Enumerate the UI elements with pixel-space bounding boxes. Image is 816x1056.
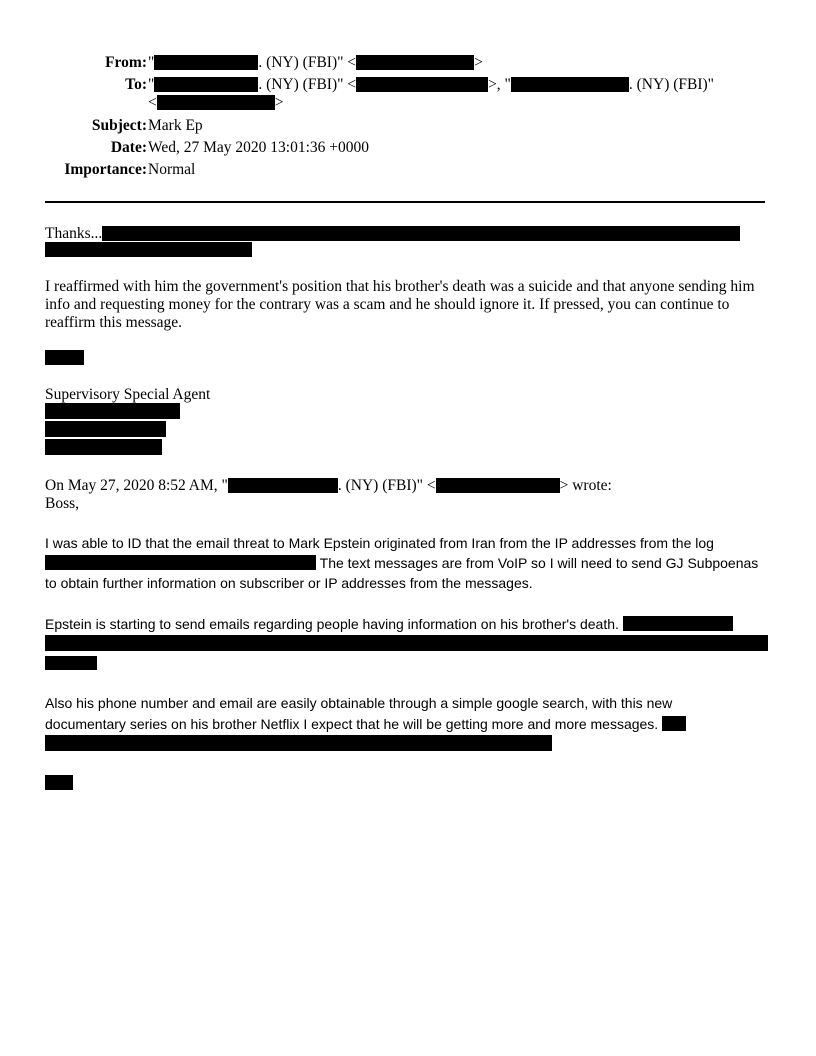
- redacted-signature-name: [45, 350, 84, 365]
- to-agency-2: . (NY) (FBI)": [628, 76, 714, 93]
- to-value-cont: [148, 94, 284, 112]
- signature-title: Supervisory Special Agent: [45, 386, 211, 403]
- redacted-recipient-email: [356, 77, 488, 92]
- to-separator: >, ": [488, 76, 511, 93]
- from-row: [0, 54, 147, 76]
- redacted-thanks-content: [102, 226, 740, 241]
- redacted-p3-content-b: [45, 735, 552, 751]
- thanks-text: Thanks...: [45, 225, 103, 242]
- quoted-p1-line2-wrap: [45, 553, 758, 573]
- date-row: [0, 139, 147, 161]
- to-label: To:: [125, 76, 147, 93]
- quoted-intro-agency: . (NY) (FBI)" <: [337, 477, 436, 494]
- quoted-p2-line1: Epstein is starting to send emails regarding people having information on his brother's death.: [45, 616, 619, 632]
- quoted-intro-start: On May 27, 2020 8:52 AM, ": [45, 477, 228, 494]
- importance-value: Normal: [148, 161, 196, 178]
- from-agency: . (NY) (FBI)" <: [258, 54, 357, 71]
- date-label: Date:: [110, 139, 147, 156]
- date-value: Wed, 27 May 2020 13:01:36 +0000: [148, 139, 370, 156]
- redacted-signature-line-2: [45, 421, 166, 437]
- subject-value: Mark Ep: [148, 117, 203, 134]
- redacted-sender-name: [154, 55, 258, 70]
- subject-label: Subject:: [91, 117, 147, 134]
- to-quote: ": [148, 76, 155, 93]
- quoted-p2-line1-wrap: [45, 614, 733, 634]
- quoted-greeting: Boss,: [45, 495, 80, 512]
- from-quote: ": [148, 54, 155, 71]
- quoted-p1-line3: to obtain further information on subscriber or IP addresses from the messages.: [45, 575, 533, 591]
- redacted-recipient2-name: [511, 77, 629, 92]
- to-value: [148, 76, 714, 94]
- quoted-intro: [45, 477, 612, 495]
- header-divider: [45, 201, 765, 203]
- from-label: From:: [105, 54, 147, 71]
- to-row: [0, 76, 147, 98]
- quoted-p3-line1: Also his phone number and email are easily obtainable through a simple google search, with this new: [45, 695, 673, 711]
- to-open-2: <: [148, 94, 157, 111]
- from-close: >: [474, 54, 483, 71]
- quoted-p1-line1: I was able to ID that the email threat to Mark Epstein originated from Iran from the IP addresses from the log: [45, 535, 714, 551]
- redacted-p2-content-b: [45, 635, 768, 651]
- importance-label: Importance:: [64, 161, 147, 178]
- from-value: [148, 54, 483, 72]
- subject-row: [0, 117, 147, 139]
- redacted-quoted-sender-name: [228, 478, 338, 493]
- thanks-line: [45, 225, 740, 243]
- redacted-p2-content-c: [45, 656, 97, 670]
- quoted-p1-line2: The text messages are from VoIP so I will need to send GJ Subpoenas: [319, 555, 759, 571]
- redacted-quoted-signature: [45, 775, 73, 790]
- redacted-signature-line-3: [45, 439, 162, 455]
- quoted-p3-line2: documentary series on his brother Netflix I expect that he will be getting more and more messages.: [45, 716, 659, 732]
- redacted-recipient-name: [154, 77, 258, 92]
- redacted-log-details: [45, 555, 316, 570]
- redacted-quoted-sender-email: [436, 478, 560, 493]
- quoted-intro-end: > wrote:: [559, 477, 612, 494]
- redacted-thanks-content-2: [45, 242, 252, 257]
- redacted-p2-content-a: [623, 616, 733, 631]
- redacted-sender-email: [356, 55, 474, 70]
- redacted-p3-content-a: [662, 716, 686, 731]
- redacted-signature-line-1: [45, 403, 180, 419]
- to-agency: . (NY) (FBI)" <: [258, 76, 357, 93]
- quoted-p3-line2-wrap: [45, 714, 686, 734]
- importance-row: [0, 161, 147, 183]
- to-close-2: >: [274, 94, 284, 111]
- redacted-recipient2-email: [157, 95, 275, 110]
- reply-paragraph: I reaffirmed with him the government's position that his brother's death was a suicide and that anyone sending him info and requesting money for the contrary was a scam and he should ignore it. If pressed, you can continue to reaffirm this message.: [45, 278, 755, 331]
